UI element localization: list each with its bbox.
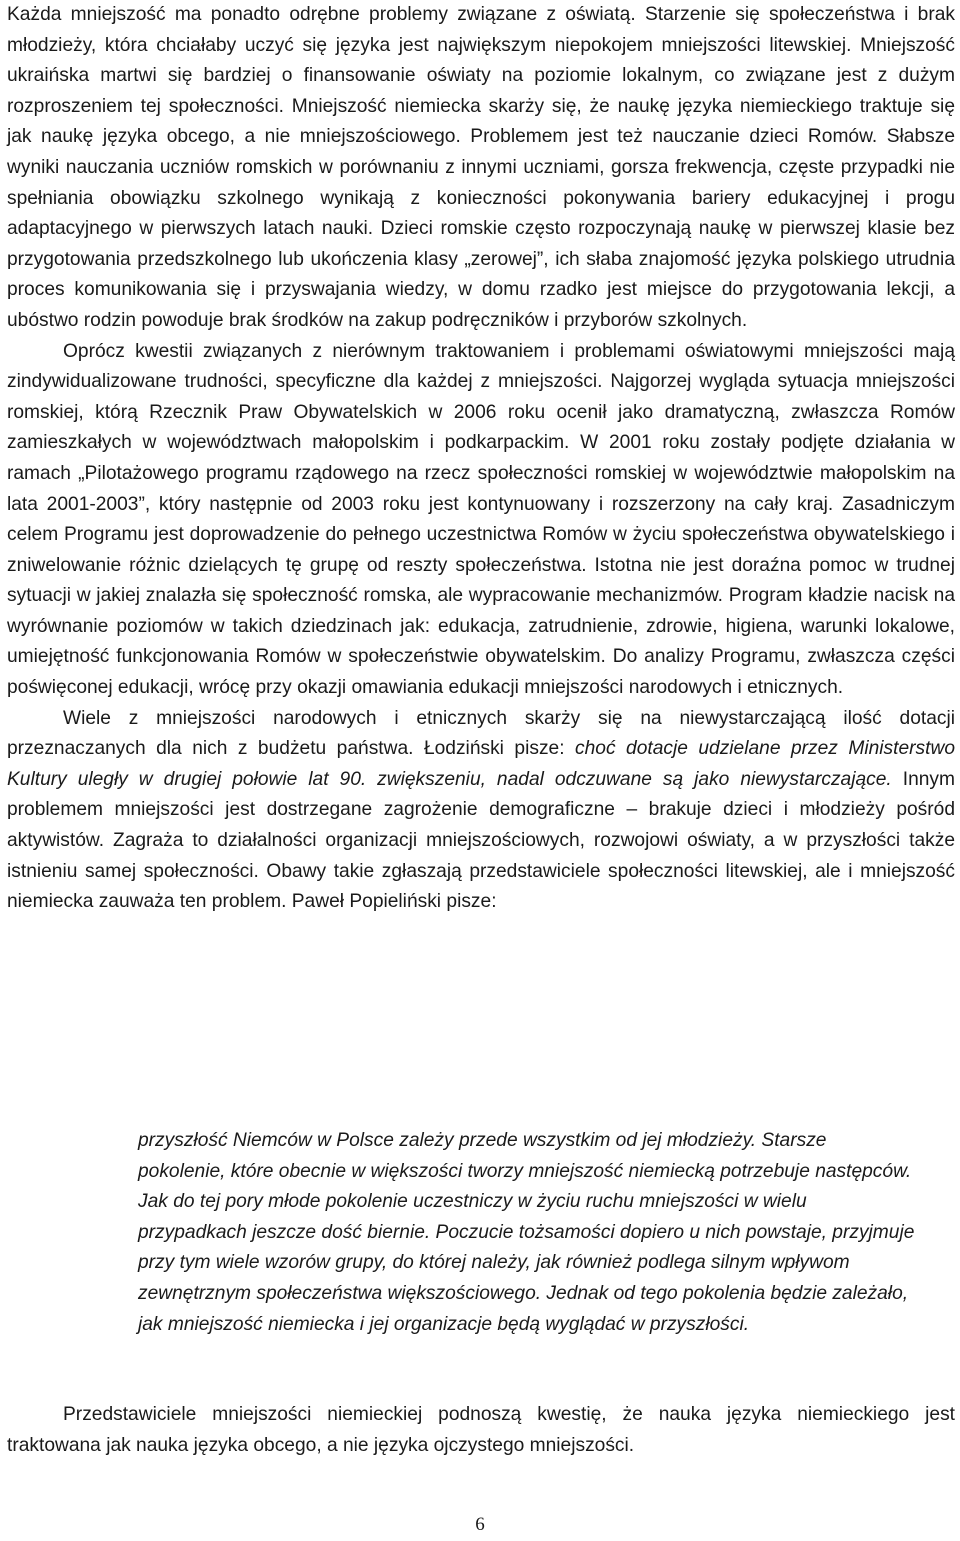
paragraph-3-text-end: Innym problemem mniejszości jest dostrzegane zagrożenie demograficzne – brakuje dzieci i młodzieży pośród aktywistów. Zagraża to działalności organizacji mniejszościowych, rozwojowi oświaty, a w przyszłości także istnieniu samej społeczności. Obawy takie zgłaszają przedstawiciele społeczności litewskiej, ale i mniejszość niemiecka zauważa ten problem. Paweł Popieliński pisze: [7,768,955,913]
paragraph-2: Oprócz kwestii związanych z nierównym traktowaniem i problemami oświatowymi mniejszości mają zindywidualizowane trudności, specyficzne dla każdej z mniejszości. Najgorzej wygląda sytuacja mniejszości romskiej, którą Rzecznik Praw Obywatelskich w 2006 roku ocenił jako dramatyczną, zwłaszcza Romów zamieszkałych w województwach małopolskim i podkarpackim. W 2001 roku zostały podjęte działania w ramach „Pilotażowego programu rządowego na rzecz społeczności romskiej w województwie małopolskim na lata 2001-2003”, który następnie od 2003 roku jest kontynuowany i rozszerzony na cały kraj. Zasadniczym celem Programu jest doprowadzenie do pełnego uczestnictwa Romów w życiu społeczeństwa obywatelskiego i zniwelowanie różnic dzielących tę grupę od reszty społeczeństwa. Istotna nie jest doraźna pomoc w trudnej sytuacji w jakiej znalazła się społeczność romska, ale wypracowanie mechanizmów. Program kładzie nacisk na wyrównanie poziomów w takich dziedzinach jak: edukacja, zatrudnienie, zdrowie, higiena, warunki lokalowe, umiejętność funkcjonowania Romów w społeczeństwie obywatelskim. Do analizy Programu, zwłaszcza części poświęconej edukacji, wrócę przy okazji omawiania edukacji mniejszości narodowych i etnicznych. [7,340,955,699]
paragraph-3-text-start: Wiele z mniejszości narodowych i etnicznych skarży się na niewystarczającą ilość dotacji przeznaczanych dla nich z budżetu państwa. Łodziński pisze: [7,707,955,760]
block-quote: przyszłość Niemców w Polsce zależy przede wszystkim od jej młodzieży. Starsze pokolenie, które obecnie w większości tworzy mniejszość niemiecką potrzebuje następców. Jak do tej pory młode pokolenie uczestniczy w życiu ruchu mniejszości w wielu przypadkach jeszcze dość biernie. Poczucie tożsamości dopiero u nich powstaje, przyjmuje przy tym wiele wzorów grupy, do której należy, jak również podlega silnym wpływom zewnętrznym społeczeństwa większościowego. Jednak od tego pokolenia będzie zależało, jak mniejszość niemiecka i jej organizacje będą wyglądać w przyszłości. [138,1130,915,1335]
paragraph-3 [7,704,955,918]
paragraph-1: Każda mniejszość ma ponadto odrębne problemy związane z oświatą. Starzenie się społeczeństwa i brak młodzieży, która chciałaby uczyć się języka jest największym niepokojem mniejszości litewskiej. Mniejszość ukraińska martwi się bardziej o finansowanie oświaty na poziomie lokalnym, co związane jest z dużym rozproszeniem tej społeczności. Mniejszość niemiecka skarży się, że naukę języka niemieckiego traktuje się jak naukę języka obcego, a nie mniejszościowego. Problemem jest też nauczanie dzieci Romów. Słabsze wyniki nauczania uczniów romskich w porównaniu z innymi uczniami, gorsza frekwencja, częste przypadki nie spełniania obowiązku szkolnego wynikają z konieczności pokonywania bariery edukacyjnej i progu adaptacyjnego w pierwszych latach nauki. Dzieci romskie często rozpoczynają naukę w pierwszej klasie bez przygotowania przedszkolnego lub ukończenia klasy „zerowej”, ich słaba znajomość języka polskiego utrudnia proces komunikowania się i przyswajania wiedzy, w domu rzadko jest miejsce do przygotowania lekcji, a ubóstwo rodzin powoduje brak środków na zakup podręczników i przyborów szkolnych. [7,4,955,331]
page-number: 6 [475,1514,485,1535]
paragraph-4: Przedstawiciele mniejszości niemieckiej podnoszą kwestię, że nauka języka niemieckiego jest traktowana jak nauka języka obcego, a nie języka ojczystego mniejszości. [7,1404,955,1456]
body-text [7,0,955,918]
paragraph-3-citation: choć dotacje udzielane przez Ministerstwo Kultury uległy w drugiej połowie lat 90. zwiększeniu, nadal odczuwane są jako niewystarczające. [7,738,955,790]
